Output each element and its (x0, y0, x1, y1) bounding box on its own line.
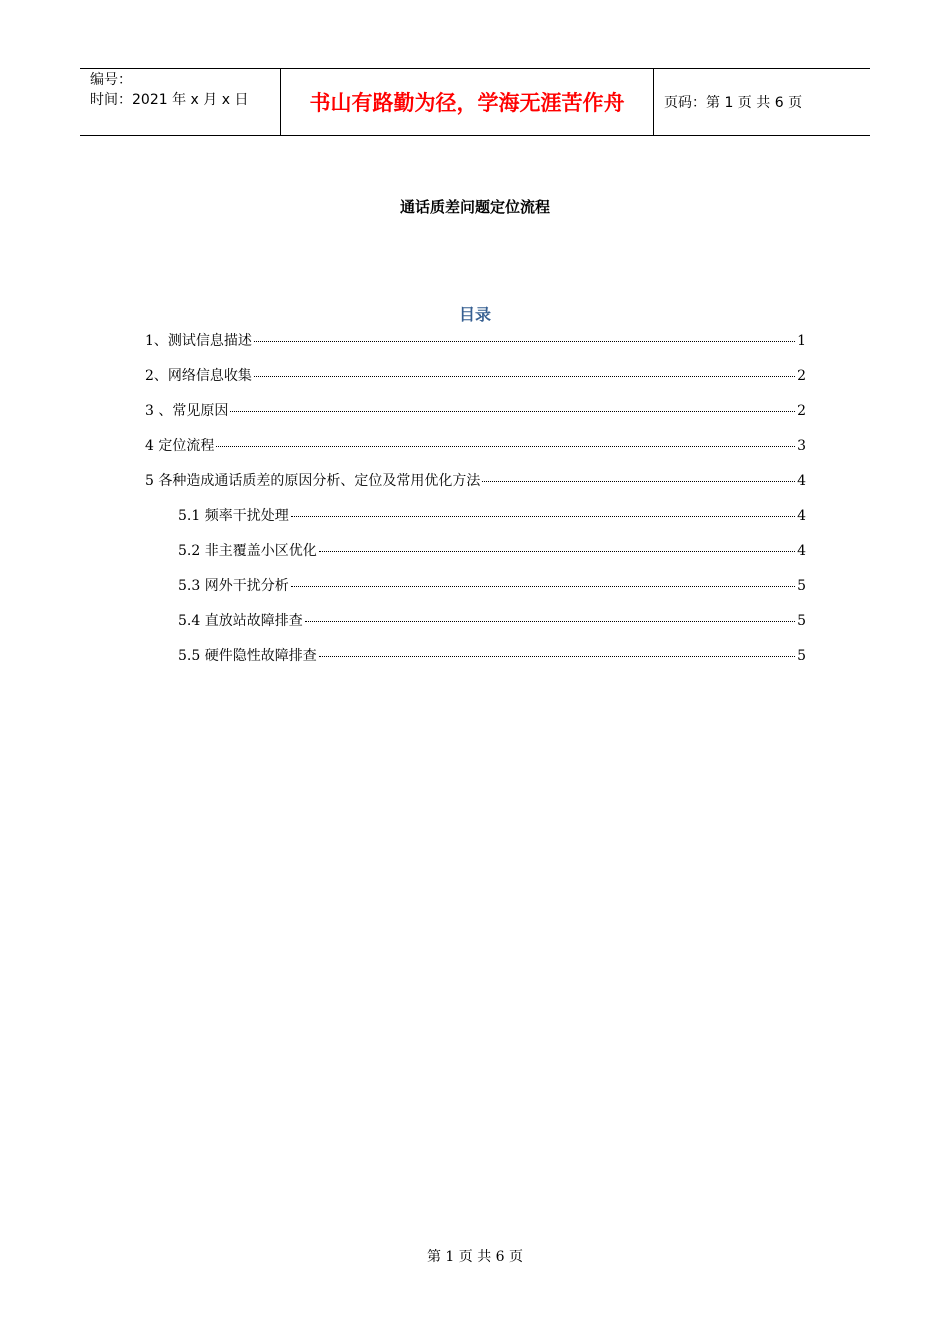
toc-entry[interactable] (145, 365, 806, 387)
page-footer: 第 1 页 共 6 页 (426, 1249, 524, 1265)
number-label: 编号： (90, 72, 132, 88)
toc-entry-page: 5 (797, 578, 806, 594)
toc-heading: 目录 (458, 305, 491, 324)
toc-entry-page: 4 (797, 473, 806, 489)
toc-entry[interactable] (145, 470, 806, 492)
header-meta (80, 69, 281, 135)
header-slogan: 书山有路勤为径，学海无涯苦作舟 (281, 69, 654, 135)
toc-leader (230, 411, 795, 412)
toc-entry-text: 5 各种造成通话质差的原因分析、定位及常用优化方法 (145, 473, 481, 489)
toc-entry[interactable] (178, 575, 806, 597)
toc-entry[interactable] (178, 610, 806, 632)
toc-entry[interactable] (145, 400, 806, 422)
toc-entry-text: 5.2 非主覆盖小区优化 (178, 543, 317, 559)
toc-entry-page: 1 (797, 333, 806, 349)
toc-entry-text: 5.3 网外干扰分析 (178, 578, 289, 594)
toc-entry[interactable] (145, 435, 806, 457)
toc-entry-page: 2 (797, 368, 806, 384)
document-title: 通话质差问题定位流程 (399, 198, 550, 216)
page-header (80, 68, 870, 136)
toc-leader (216, 446, 795, 447)
toc-entry-page: 5 (797, 613, 806, 629)
toc-entry-page: 2 (797, 403, 806, 419)
toc-leader (319, 656, 795, 657)
toc-entry-page: 4 (797, 543, 806, 559)
toc-leader (305, 621, 795, 622)
toc-entry[interactable] (178, 505, 806, 527)
toc-entry[interactable] (178, 540, 806, 562)
toc-entry-text: 2、网络信息收集 (145, 368, 252, 384)
toc-entry-text: 5.5 硬件隐性故障排查 (178, 648, 317, 664)
toc-leader (254, 341, 795, 342)
header-page-info: 页码：第 1 页 共 6 页 (664, 95, 803, 111)
toc-entry-text: 4 定位流程 (145, 438, 215, 454)
toc-leader (319, 551, 795, 552)
toc-leader (254, 376, 795, 377)
toc-entry-page: 5 (797, 648, 806, 664)
toc-leader (291, 586, 795, 587)
toc-entry-page: 3 (797, 438, 806, 454)
toc-entry-text: 5.4 直放站故障排查 (178, 613, 303, 629)
toc-entry[interactable] (145, 330, 806, 352)
toc-entry-text: 5.1 频率干扰处理 (178, 508, 289, 524)
toc-entry[interactable] (178, 645, 806, 667)
toc-entry-text: 3 、常见原因 (145, 403, 229, 419)
toc-entry-text: 1、测试信息描述 (145, 333, 252, 349)
toc-leader (482, 481, 795, 482)
toc-leader (291, 516, 795, 517)
toc-entry-page: 4 (797, 508, 806, 524)
date-label: 时间：2021 年 x 月 x 日 (90, 92, 249, 108)
